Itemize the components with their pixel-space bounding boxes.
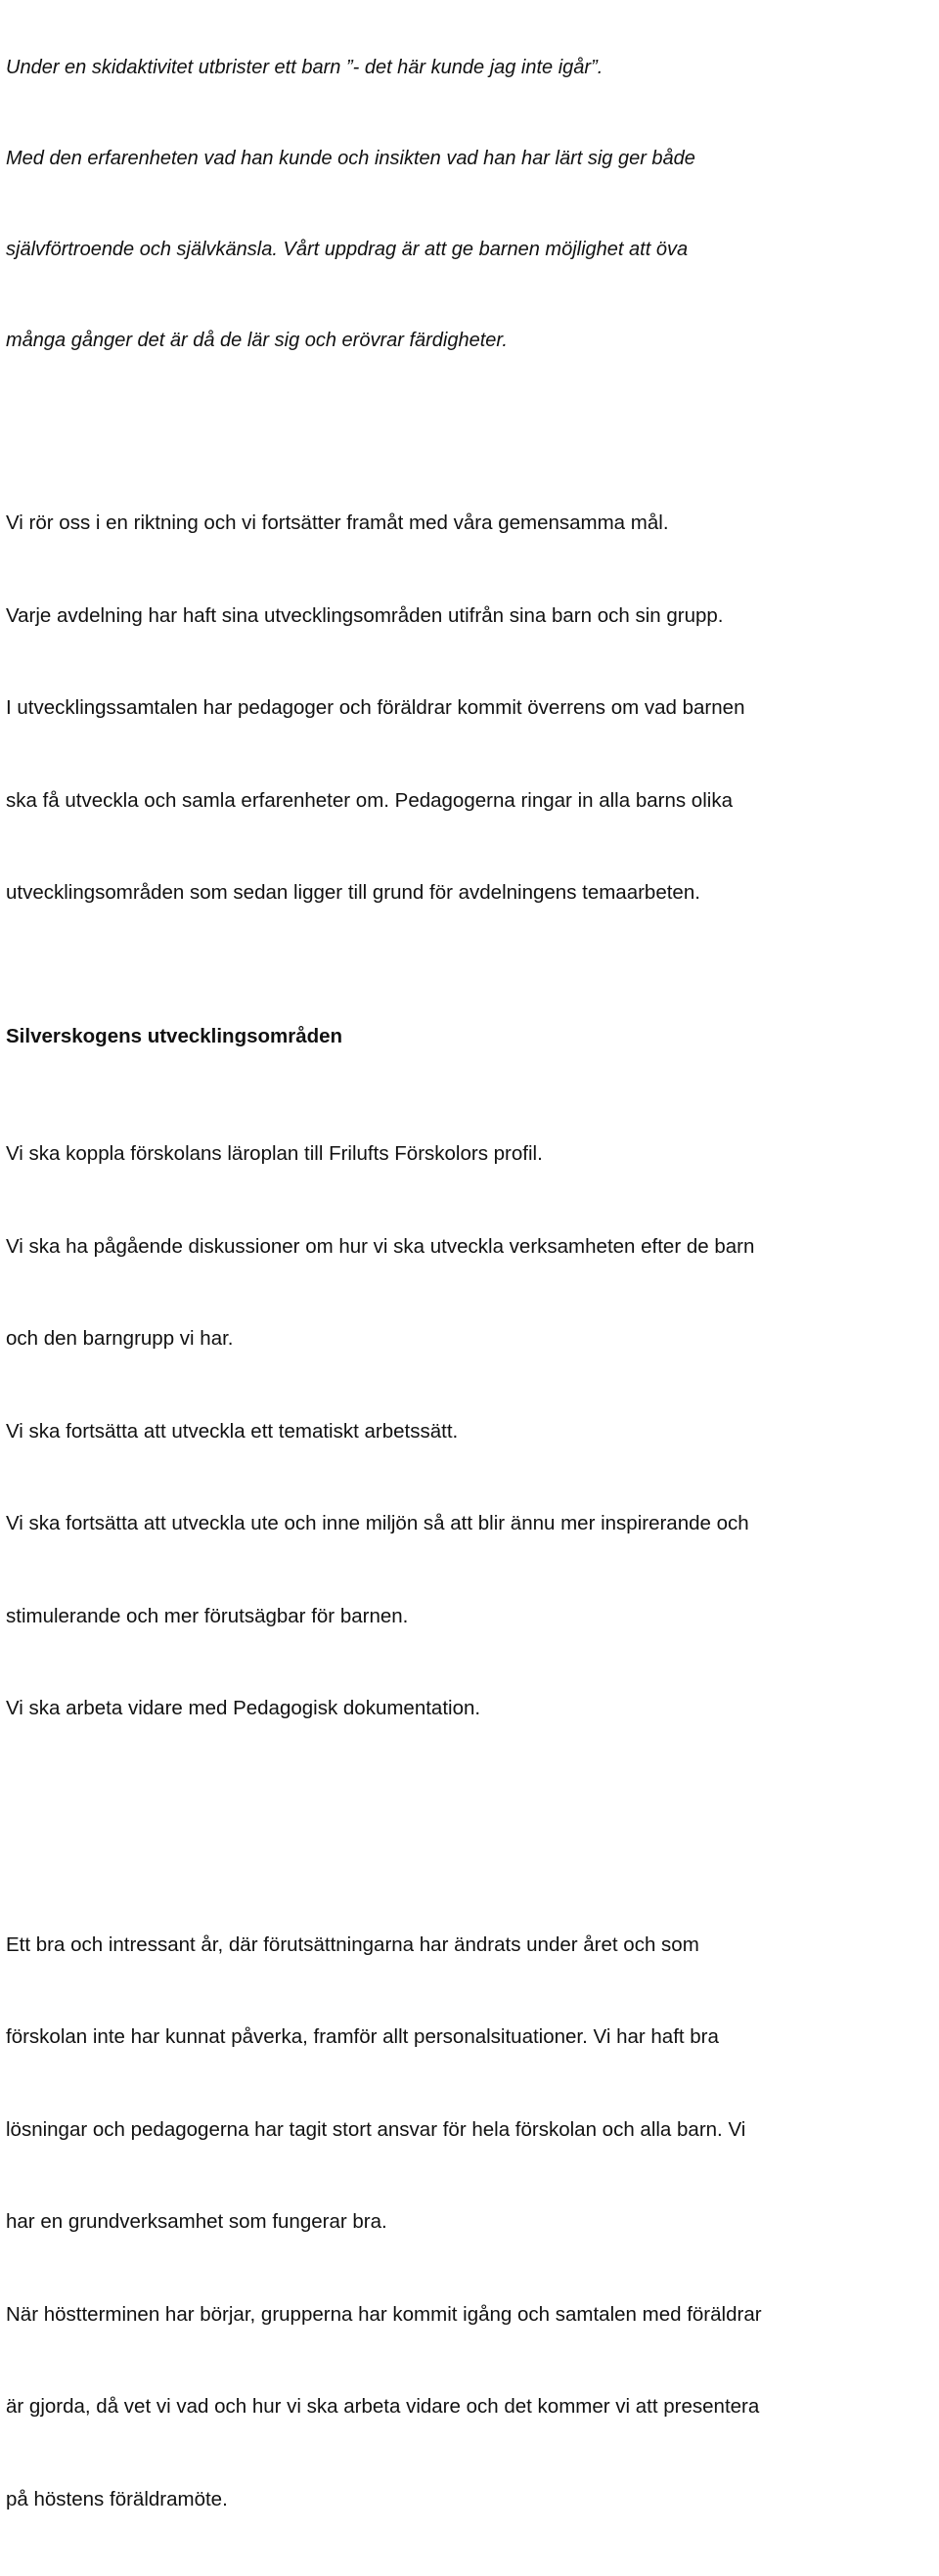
document-page bbox=[6, 0, 935, 2576]
goal-line: Vi ska ha pågående diskussioner om hur vi ska utveckla verksamheten efter de barn bbox=[6, 1231, 935, 1263]
direction-line: Vi rör oss i en riktning och vi fortsätter framåt med våra gemensamma mål. bbox=[6, 508, 935, 539]
goal-line: Vi ska arbeta vidare med Pedagogisk dokumentation. bbox=[6, 1693, 935, 1724]
intro-line: många gånger det är då de lär sig och erövrar färdigheter. bbox=[6, 326, 935, 356]
goals-paragraph bbox=[6, 1077, 935, 1786]
intro-line: Under en skidaktivitet utbrister ett barn ”- det här kunde jag inte igår”. bbox=[6, 53, 935, 83]
direction-line: ska få utveckla och samla erfarenheter om. Pedagogerna ringar in alla barns olika bbox=[6, 785, 935, 817]
goal-line: Vi ska koppla förskolans läroplan till Frilufts Förskolors profil. bbox=[6, 1138, 935, 1170]
goal-line: stimulerande och mer förutsägbar för barnen. bbox=[6, 1601, 935, 1632]
direction-line: utvecklingsområden som sedan ligger till grund för avdelningens temaarbeten. bbox=[6, 877, 935, 909]
summary-line: har en grundverksamhet som fungerar bra. bbox=[6, 2206, 935, 2238]
summary-paragraph bbox=[6, 1868, 935, 2576]
summary-line: förskolan inte har kunnat påverka, framför allt personalsituationer. Vi har haft bra bbox=[6, 2021, 935, 2053]
spacer bbox=[6, 417, 935, 446]
spacer bbox=[6, 970, 935, 1021]
intro-line: självförtroende och självkänsla. Vårt uppdrag är att ge barnen möjlighet att öva bbox=[6, 235, 935, 265]
goal-line: och den barngrupp vi har. bbox=[6, 1323, 935, 1355]
summary-line: Ett bra och intressant år, där förutsättningarna har ändrats under året och som bbox=[6, 1930, 935, 1961]
section-heading: Silverskogens utvecklingsområden bbox=[6, 1021, 935, 1052]
intro-paragraph bbox=[6, 0, 935, 417]
goal-line: Vi ska fortsätta att utveckla ett tematiskt arbetssätt. bbox=[6, 1416, 935, 1447]
direction-line: Varje avdelning har haft sina utvecklingsområden utifrån sina barn och sin grupp. bbox=[6, 600, 935, 632]
direction-line: I utvecklingssamtalen har pedagoger och föräldrar kommit överrens om vad barnen bbox=[6, 692, 935, 724]
intro-line: Med den erfarenheten vad han kunde och insikten vad han har lärt sig ger både bbox=[6, 144, 935, 174]
spacer bbox=[6, 1051, 935, 1077]
summary-line: är gjorda, då vet vi vad och hur vi ska arbeta vidare och det kommer vi att presentera bbox=[6, 2391, 935, 2422]
direction-paragraph bbox=[6, 446, 935, 970]
summary-line: lösningar och pedagogerna har tagit stort ansvar för hela förskolan och alla barn. Vi bbox=[6, 2114, 935, 2146]
summary-line: på höstens föräldramöte. bbox=[6, 2484, 935, 2515]
spacer bbox=[6, 1786, 935, 1868]
summary-line: När höstterminen har börjar, grupperna har kommit igång och samtalen med föräldrar bbox=[6, 2299, 935, 2331]
goal-line: Vi ska fortsätta att utveckla ute och inne miljön så att blir ännu mer inspirerande och bbox=[6, 1508, 935, 1539]
